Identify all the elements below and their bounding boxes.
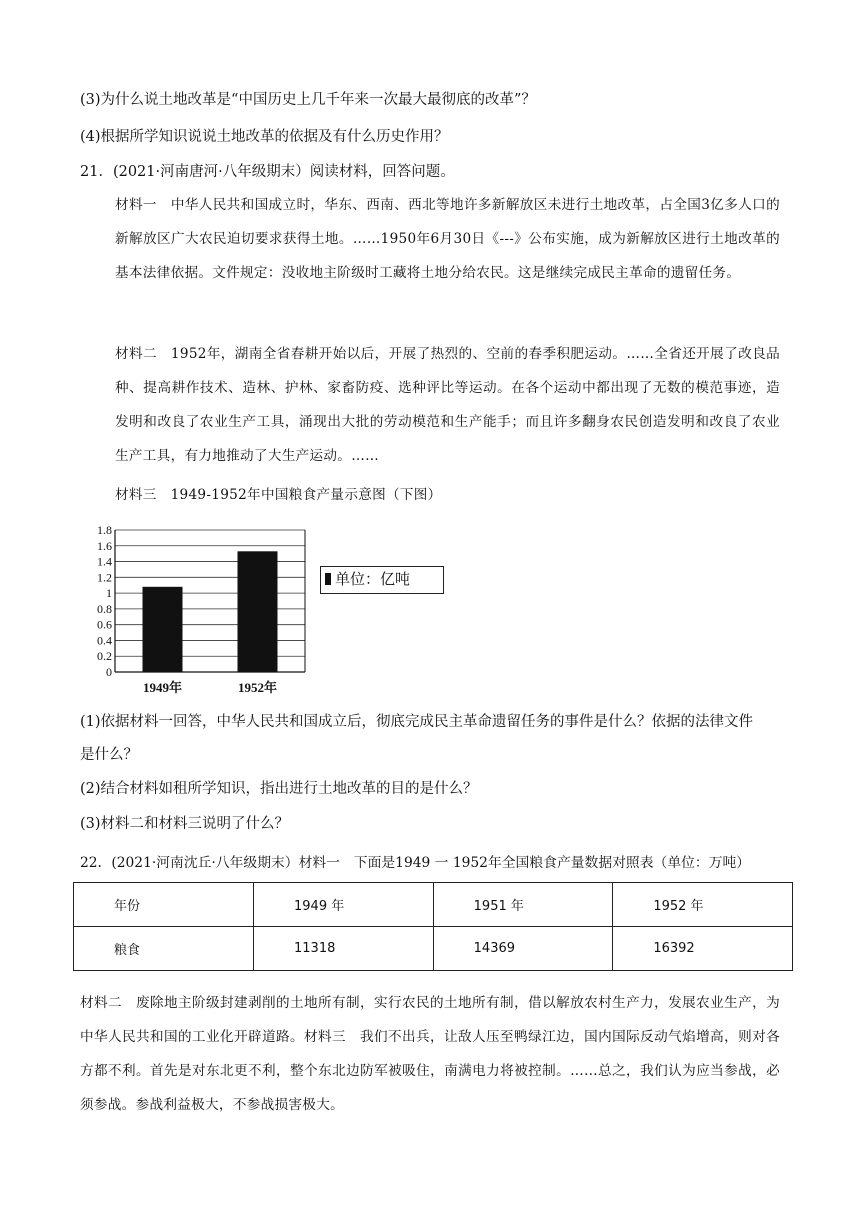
table-cell: 14369 xyxy=(433,927,613,971)
y-tick-label: 1.8 xyxy=(97,523,112,537)
y-tick-label: 0.6 xyxy=(97,617,112,632)
material-3-text: 材料三 1949-1952年中国粮食产量示意图（下图） xyxy=(115,487,442,503)
table-cell: 11318 xyxy=(254,927,434,971)
q20-question-3: (3)为什么说土地改革是“中国历史上几千年来一次最大最彻底的改革”？ xyxy=(80,92,536,108)
table-cell: 1951 年 xyxy=(433,883,613,927)
q21-question-3: (3)材料二和材料三说明了什么？ xyxy=(80,816,290,832)
y-tick-label: 0.4 xyxy=(97,633,112,648)
table-cell: 粮食 xyxy=(74,927,254,971)
table-row xyxy=(74,883,793,927)
material-1-text: 材料一 中华人民共和国成立时，华东、西南、西北等地许多新解放区未进行土地改革，占全国3亿多人口的新解放区广大农民迫切要求获得土地。……1950年6月30日《---》公布实施，成为新解放区进行土地改革的基本法律依据。文件规定：没收地主阶级时工藏将土地分给农民。这是继续完成民主革命的遗留任务。 xyxy=(115,197,780,281)
table-cell: 1949 年 xyxy=(254,883,434,927)
q21-question-1: (1)依据材料一回答，中华人民共和国成立后，彻底完成民主革命遗留任务的事件是什么？依据的法律文件 xyxy=(80,714,754,730)
y-tick-label: 0 xyxy=(106,665,112,679)
legend-swatch xyxy=(325,573,331,585)
q21-material-1 xyxy=(80,188,780,290)
grain-data-table xyxy=(73,882,793,971)
table-cell: 16392 xyxy=(613,927,793,971)
bar xyxy=(143,587,183,672)
y-tick-label: 1.6 xyxy=(97,538,112,553)
y-tick-label: 1.2 xyxy=(97,570,112,585)
q21-question-1-cont: 是什么？ xyxy=(80,747,138,763)
chart-bars xyxy=(143,551,278,672)
y-tick-label: 1 xyxy=(106,586,112,601)
q21-question-2: (2)结合材料如租所学知识，指出进行土地改革的目的是什么？ xyxy=(80,781,478,797)
q21-header: 21．(2021·河南唐河·八年级期末）阅读材料，回答问题。 xyxy=(80,164,455,180)
material-2-3-text: 材料二 废除地主阶级封建剥削的土地所有制，实行农民的土地所有制，借以解放农村生产力，发展农业生产，为中华人民共和国的工业化开辟道路。材料三 我们不出兵，让敌人压至鸭绿江边，国内国际反动气焰增高，则对各方都不利。首先是对东北更不利，整个东北边防军被吸住，南满电力将被控制。……总之，我们认为应当参战，必须参战。参战利益极大，不参战损害极大。 xyxy=(80,995,780,1113)
x-category-label: 1949年 xyxy=(142,680,183,695)
q22-header: 22．(2021·河南沈丘·八年级期末）材料一 下面是1949 一 1952年全国粮食产量数据对照表（单位：万吨） xyxy=(80,855,751,871)
legend-label: 单位：亿吨 xyxy=(335,570,411,588)
y-tick-label: 0.8 xyxy=(97,601,112,616)
chart-legend xyxy=(320,566,444,594)
table-cell: 年份 xyxy=(74,883,254,927)
y-tick-label: 0.2 xyxy=(97,649,112,664)
table-row xyxy=(74,927,793,971)
x-category-label: 1952年 xyxy=(237,680,278,695)
grain-output-chart xyxy=(85,522,445,702)
q22-material-2-3 xyxy=(80,986,780,1122)
chart-category-labels xyxy=(143,680,277,695)
chart-y-tick-labels xyxy=(97,523,112,679)
q20-question-4: (4)根据所学知识说说土地改革的依据及有什么历史作用？ xyxy=(80,129,449,145)
table-cell: 1952 年 xyxy=(613,883,793,927)
material-2-text: 材料二 1952年，湖南全省春耕开始以后，开展了热烈的、空前的春季积肥运动。……全省还开展了改良品种、提高耕作技术、造林、护林、家畜防疫、选种评比等运动。在各个运动中都出现了无数的模范事迹，造发明和改良了农业生产工具，涌现出大批的劳动模范和生产能手；而且许多翻身农民创造发明和改良了农业生产工具，有力地推动了大生产运动。…… xyxy=(115,346,780,464)
y-tick-label: 1.4 xyxy=(97,554,112,569)
q21-material-3 xyxy=(80,478,780,512)
q21-material-2 xyxy=(80,337,780,473)
bar xyxy=(238,551,278,672)
